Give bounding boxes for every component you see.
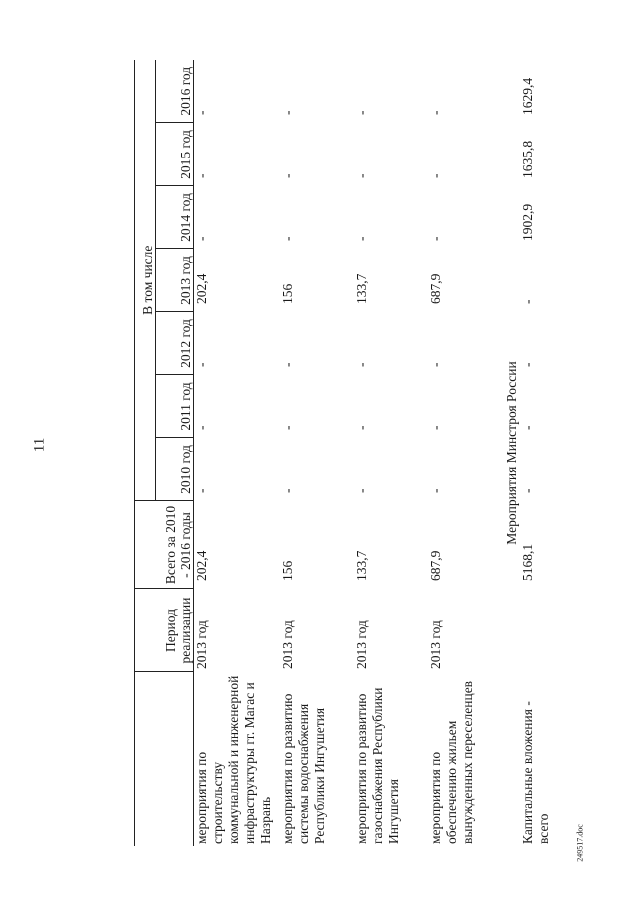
header-year: 2011 год <box>156 375 194 438</box>
row-value: - <box>280 488 295 493</box>
capital-value: - <box>520 299 535 304</box>
row-total: 687,9 <box>428 550 443 581</box>
row-value: - <box>354 362 369 367</box>
row-name: мероприятия по строительству коммунальной и инженерной инфраструктуры гг. Магас и Назрань <box>194 672 281 846</box>
row-value: - <box>428 173 443 178</box>
row-value: - <box>194 438 281 501</box>
row-value: - <box>354 488 369 493</box>
row-value: - <box>194 186 281 249</box>
row-value: - <box>354 425 369 430</box>
section-row <box>496 60 520 846</box>
budget-table <box>134 60 560 846</box>
row-value: 133,7 <box>354 273 369 304</box>
table-row <box>428 60 496 846</box>
section-title: Мероприятия Минстроя России <box>504 361 519 545</box>
row-value: - <box>428 362 443 367</box>
page-number: 11 <box>31 437 48 453</box>
row-value: - <box>280 425 295 430</box>
row-value: - <box>194 375 281 438</box>
capital-value: - <box>520 488 535 493</box>
header-period: Период реализации <box>135 589 194 672</box>
row-name: мероприятия по развитию системы водоснабжения Республики Ингушетия <box>280 693 327 844</box>
row-value: - <box>428 236 443 241</box>
row-value: - <box>280 173 295 178</box>
row-period: 2013 год <box>428 620 443 669</box>
capital-value: - <box>520 362 535 367</box>
table-row <box>194 60 281 846</box>
row-total: 202,4 <box>194 501 281 589</box>
table-row <box>354 60 428 846</box>
row-value: - <box>194 60 281 123</box>
row-name: мероприятия по обеспечению жильем вынужденных переселенцев <box>428 680 475 844</box>
row-value: - <box>280 236 295 241</box>
row-total: 133,7 <box>354 550 369 581</box>
capital-value: 1902,9 <box>520 203 535 241</box>
footer-doc-code: 249517.doc <box>575 824 585 862</box>
table-row <box>280 60 354 846</box>
capital-value: - <box>520 425 535 430</box>
rotated-table-wrapper <box>134 60 550 846</box>
header-year: 2013 год <box>156 249 194 312</box>
header-year: 2014 год <box>156 186 194 249</box>
row-value: - <box>428 488 443 493</box>
header-year: 2012 год <box>156 312 194 375</box>
row-total: 156 <box>280 560 295 581</box>
row-name: мероприятия по развитию газоснабжения Республики Ингушетия <box>354 687 401 844</box>
row-value: 687,9 <box>428 273 443 304</box>
row-value: - <box>354 110 369 115</box>
row-value: - <box>194 312 281 375</box>
header-including: В том числе <box>135 60 156 501</box>
row-value: - <box>280 110 295 115</box>
row-period: 2013 год <box>354 620 369 669</box>
header-year: 2010 год <box>156 438 194 501</box>
capital-period <box>520 589 560 672</box>
header-row-top <box>135 60 156 846</box>
capital-value: 1635,8 <box>520 140 535 178</box>
row-value: 202,4 <box>194 249 281 312</box>
row-period: 2013 год <box>280 620 295 669</box>
row-value: - <box>428 425 443 430</box>
row-value: 156 <box>280 283 295 304</box>
capital-value: 1629,4 <box>520 77 535 115</box>
row-value: - <box>354 173 369 178</box>
row-value: - <box>280 362 295 367</box>
row-period: 2013 год <box>194 589 281 672</box>
row-value: - <box>194 123 281 186</box>
header-year: 2016 год <box>156 60 194 123</box>
header-name-cell <box>135 672 194 846</box>
header-total: Всего за 2010 - 2016 годы <box>135 501 194 589</box>
row-value: - <box>354 236 369 241</box>
capital-row <box>520 60 560 846</box>
row-value: - <box>428 110 443 115</box>
capital-name: Капитальные вложения - всего <box>520 701 551 844</box>
capital-total: 5168,1 <box>520 543 535 581</box>
header-year: 2015 год <box>156 123 194 186</box>
